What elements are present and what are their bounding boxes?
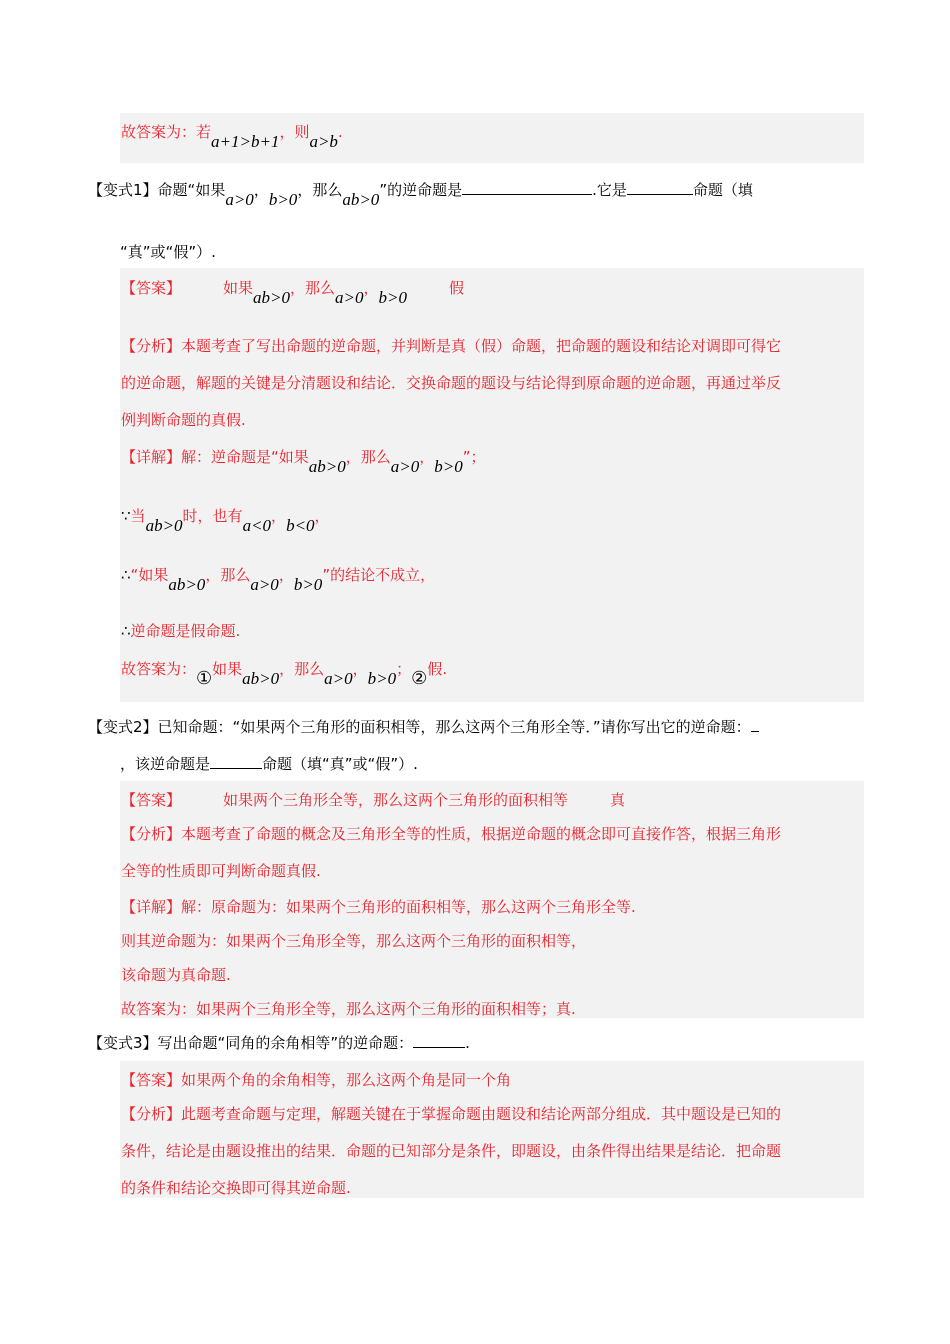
question-text: . [465, 1034, 470, 1052]
answer-blank[interactable] [627, 180, 693, 195]
answer-text: 如果 [223, 279, 254, 297]
answer-text: ，那么 [290, 279, 336, 297]
variant-1-detail-therefore [121, 564, 436, 594]
math-expr: b>0 [268, 190, 298, 209]
question-text: ”的逆命题是 [379, 181, 463, 199]
analysis-label: 【分析】 [121, 825, 182, 843]
variant-2-question-line-2 [120, 753, 418, 774]
detail-label: 【详解】 [121, 448, 182, 466]
detail-text: ，那么 [205, 566, 251, 584]
math-expr: a>b [309, 132, 338, 151]
therefore-symbol: ∴ [121, 622, 131, 640]
variant-2-analysis-line-1 [121, 823, 781, 844]
math-expr: a>0 [225, 190, 254, 209]
analysis-label: 【分析】 [121, 1105, 182, 1123]
variant-2-detail-line-1 [121, 896, 636, 917]
math-expr: ab>0 [145, 516, 183, 535]
detail-text: ， [314, 507, 330, 525]
detail-text: 则其逆命题为：如果两个三角形全等，那么这两个三角形的面积相等， [121, 932, 587, 950]
analysis-text: 的条件和结论交换即可得其逆命题. [121, 1179, 351, 1197]
variant-2-label: 【变式2】 [88, 718, 158, 736]
connector-text: ，则 [279, 123, 310, 141]
detail-text: “如果 [130, 566, 169, 584]
math-expr: b>0 [378, 288, 408, 307]
variant-1-question-line-2 [120, 241, 216, 262]
variant-3-analysis-line-2 [121, 1140, 781, 1161]
final-text: ，那么 [279, 660, 325, 678]
variant-2-answer [121, 789, 625, 810]
variant-2-analysis-line-2 [121, 860, 321, 881]
variant-3-analysis-line-1 [121, 1103, 781, 1124]
analysis-text: 本题考查了命题的概念及三角形全等的性质，根据逆命题的概念即可直接作答，根据三角形 [181, 825, 782, 843]
analysis-text: 本题考查了写出命题的逆命题，并判断是真（假）命题，把命题的题设和结论对调即可得它 [181, 337, 782, 355]
variant-1-detail-because [121, 505, 330, 535]
analysis-text: 条件，结论是由题设推出的结果．命题的已知部分是条件，即题设，由条件得出结果是结论．把命题 [121, 1142, 782, 1160]
detail-text: 故答案为：如果两个三角形全等，那么这两个三角形的面积相等；真. [121, 1000, 576, 1018]
because-symbol: ∵ [121, 507, 131, 525]
question-text: 写出命题“同角的余角相等”的逆命题： [157, 1034, 414, 1052]
detail-text: 解：逆命题是“如果 [181, 448, 309, 466]
question-text: ，那么 [297, 181, 343, 199]
therefore-symbol: ∴ [121, 566, 131, 584]
math-expr: a+1>b+1 [211, 132, 280, 151]
detail-text: 时，也有 [182, 507, 243, 525]
variant-1-analysis-line-2 [121, 372, 781, 393]
variant-3-analysis-line-3 [121, 1177, 351, 1198]
final-text: ； [396, 660, 412, 678]
detail-label: 【详解】 [121, 898, 182, 916]
analysis-text: 例判断命题的真假. [121, 411, 246, 429]
answer-label: 【答案】 [121, 1071, 182, 1089]
detail-text: ， [419, 448, 435, 466]
detail-text: 逆命题是假命题. [130, 622, 241, 640]
variant-3-label: 【变式3】 [88, 1034, 158, 1052]
math-expr: b>0 [434, 457, 463, 476]
detail-text: ”； [462, 448, 486, 466]
math-expr: a<0 [242, 516, 272, 535]
answer-label: 【答案】 [121, 279, 182, 297]
question-text: .它是 [592, 181, 627, 199]
answer-text: 如果两个角的余角相等，那么这两个角是同一个角 [181, 1071, 512, 1089]
circled-number-1: ① [196, 668, 213, 689]
variant-3-question [88, 1032, 470, 1053]
math-expr: b>0 [367, 669, 397, 688]
answer-text: 如果两个三角形全等，那么这两个三角形的面积相等 [223, 791, 569, 809]
question-text: 命题（填 [692, 181, 753, 199]
math-expr: b>0 [293, 575, 323, 594]
detail-text: 该命题为真命题. [121, 966, 231, 984]
variant-2-detail-line-3 [121, 964, 231, 985]
math-expr: a>0 [390, 457, 420, 476]
detail-text: 解：原命题为：如果两个三角形的面积相等，那么这两个三角形全等. [181, 898, 636, 916]
analysis-text: 全等的性质即可判断命题真假. [121, 862, 321, 880]
circled-number-2: ② [411, 668, 428, 689]
variant-1-detail-line-1 [121, 446, 486, 476]
math-expr: ab>0 [242, 669, 280, 688]
answer-text: 假 [449, 279, 465, 297]
variant-3-answer [121, 1069, 511, 1090]
math-expr: ab>0 [168, 575, 206, 594]
variant-1-question-line-1 [88, 179, 753, 209]
analysis-text: 的逆命题，解题的关键是分清题设和结论．交换命题的题设与结论得到原命题的逆命题，再通过举反 [121, 374, 782, 392]
variant-2-detail-line-4 [121, 998, 576, 1019]
answer-text: 真 [610, 791, 626, 809]
period: . [337, 123, 343, 141]
math-expr: ab>0 [253, 288, 291, 307]
answer-blank[interactable] [413, 1033, 465, 1048]
detail-text: 当 [130, 507, 146, 525]
variant-1-analysis-line-1 [121, 335, 781, 356]
variant-1-detail-conclusion [121, 620, 240, 641]
analysis-text: 此题考查命题与定理，解题关键在于掌握命题由题设和结论两部分组成．其中题设是已知的 [181, 1105, 782, 1123]
final-text: 如果 [212, 660, 243, 678]
answer-blank[interactable] [210, 754, 262, 769]
final-prefix: 故答案为： [121, 660, 197, 678]
detail-text: ， [271, 507, 287, 525]
math-expr: a>0 [335, 288, 364, 307]
question-text: 命题“如果 [157, 181, 226, 199]
final-text: ， [352, 660, 368, 678]
variant-2-detail-line-2 [121, 930, 586, 951]
analysis-label: 【分析】 [121, 337, 182, 355]
question-text: ，该逆命题是 [120, 755, 211, 773]
detail-text: ”的结论不成立， [322, 566, 436, 584]
detail-text: ，那么 [345, 448, 391, 466]
math-expr: b<0 [286, 516, 315, 535]
final-text: 假. [427, 660, 448, 678]
variant-1-final-answer [121, 658, 448, 689]
math-expr: a>0 [324, 669, 353, 688]
variant-1-answer [121, 277, 465, 307]
math-expr: a>0 [250, 575, 279, 594]
answer-label: 【答案】 [121, 791, 182, 809]
answer-blank[interactable] [751, 717, 759, 732]
question-text: ， [253, 181, 269, 199]
answer-blank[interactable] [462, 180, 592, 195]
answer-text: ， [363, 279, 379, 297]
math-expr: ab>0 [342, 190, 380, 209]
variant-1-label: 【变式1】 [88, 181, 158, 199]
question-text: “真”或“假”）. [120, 243, 216, 261]
detail-text: ， [278, 566, 294, 584]
answer-prefix: 故答案为：若 [121, 123, 212, 141]
math-expr: ab>0 [308, 457, 346, 476]
top-answer-line [121, 121, 343, 151]
variant-1-analysis-line-3 [121, 409, 246, 430]
variant-2-question-line-1 [88, 716, 759, 737]
question-text: 命题（填“真”或“假”）. [262, 755, 418, 773]
question-text: 已知命题：“如果两个三角形的面积相等，那么这两个三角形全等．”请你写出它的逆命题： [157, 718, 751, 736]
